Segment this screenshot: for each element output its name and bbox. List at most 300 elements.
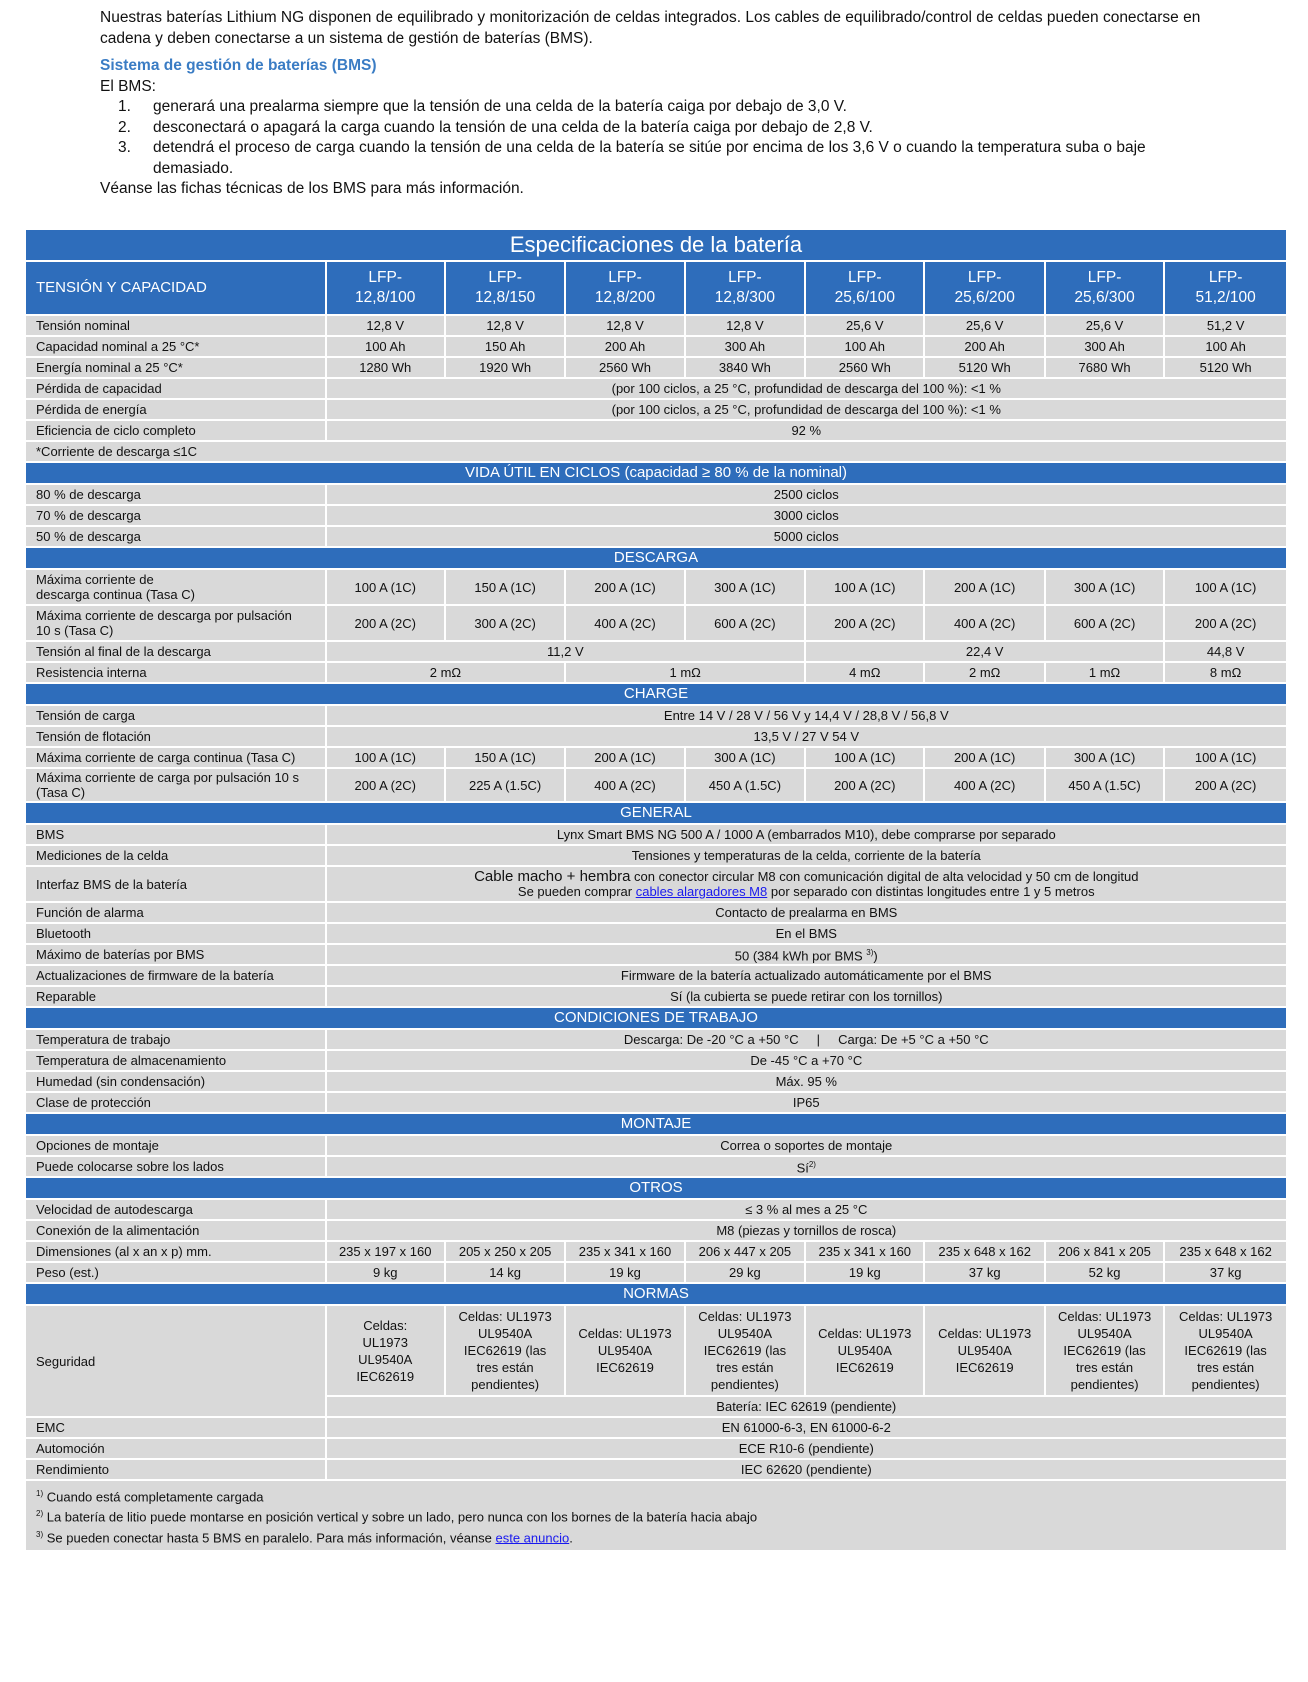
bms-lead: El BMS: (100, 77, 156, 95)
section-header-general: GENERAL (25, 802, 1287, 824)
cell-value: 400 A (2C) (924, 768, 1044, 802)
cell-value: (por 100 ciclos, a 25 °C, profundidad de descarga del 100 %): <1 % (326, 399, 1287, 420)
table-row (25, 526, 1287, 547)
row-label (25, 605, 326, 641)
cell-value: 2560 Wh (805, 357, 924, 378)
cell-value: 1280 Wh (326, 357, 445, 378)
table-row (25, 336, 1287, 357)
cell-value: 200 A (2C) (326, 768, 445, 802)
cell-value: 100 A (1C) (805, 747, 924, 768)
footnote-number: 1) (36, 1489, 44, 1498)
table-row (25, 1459, 1287, 1480)
standard-line: UL9540A (1198, 1326, 1253, 1341)
model-header (685, 261, 805, 315)
safety-standard-cell (326, 1305, 445, 1396)
table-row (25, 1199, 1287, 1220)
cell-value: Máx. 95 % (326, 1071, 1287, 1092)
footnote (36, 1485, 1276, 1505)
safety-standard-cell (1164, 1305, 1287, 1396)
cell-value: 1920 Wh (445, 357, 565, 378)
cell-value: 235 x 648 x 162 (924, 1241, 1044, 1262)
footnote-ref: 3) (866, 948, 874, 958)
table-title: Especificaciones de la batería (25, 229, 1287, 261)
spec-table (24, 228, 1288, 1552)
cell-value: 8 mΩ (1164, 662, 1287, 683)
cell-value: 100 A (1C) (1164, 569, 1287, 605)
model-header (924, 261, 1044, 315)
cell-value: Entre 14 V / 28 V / 56 V y 14,4 V / 28,8 V / 56,8 V (326, 705, 1287, 726)
cell-value: 4 mΩ (805, 662, 924, 683)
table-row (25, 641, 1287, 662)
cell-value: 225 A (1.5C) (445, 768, 565, 802)
safety-standard-cell (1045, 1305, 1164, 1396)
table-row (25, 965, 1287, 986)
label-line: descarga continua (Tasa C) (36, 587, 195, 602)
row-label: Temperatura de almacenamiento (25, 1050, 326, 1071)
model-header (326, 261, 445, 315)
row-label: 80 % de descarga (25, 484, 326, 505)
cell-value: 450 A (1.5C) (1045, 768, 1164, 802)
table-row (25, 1029, 1287, 1050)
discharge-footnote: *Corriente de descarga ≤1C (25, 441, 1287, 462)
row-label: Capacidad nominal a 25 °C* (25, 336, 326, 357)
cell-value: ECE R10-6 (pendiente) (326, 1438, 1287, 1459)
table-row (25, 1071, 1287, 1092)
standard-line: pendientes) (1191, 1377, 1260, 1392)
row-label (25, 768, 326, 802)
bms-heading: Sistema de gestión de baterías (BMS) (100, 57, 377, 74)
row-label: Temperatura de trabajo (25, 1029, 326, 1050)
cell-value: 200 A (1C) (924, 747, 1044, 768)
model-prefix: LFP- (967, 269, 1002, 286)
label-line: Máxima corriente de descarga por pulsación (36, 608, 292, 623)
standard-line: IEC62619 (las (703, 1343, 787, 1358)
cell-value: 200 A (2C) (805, 605, 924, 641)
bms-list-item (100, 138, 1230, 179)
row-label: Interfaz BMS de la batería (25, 866, 326, 902)
safety-standard-cell (565, 1305, 684, 1396)
cell-value: 2 mΩ (326, 662, 566, 683)
interface-line (335, 884, 1278, 899)
cell-value: 300 A (1C) (1045, 747, 1164, 768)
table-row (25, 662, 1287, 683)
row-label: Puede colocarse sobre los lados (25, 1156, 326, 1177)
model-prefix: LFP- (368, 269, 403, 286)
cell-value: Firmware de la batería actualizado automáticamente por el BMS (326, 965, 1287, 986)
section-row (25, 683, 1287, 705)
model-prefix: LFP- (1087, 269, 1122, 286)
announcement-link[interactable]: este anuncio (495, 1529, 570, 1545)
cell-value: 150 A (1C) (445, 747, 565, 768)
row-label: Energía nominal a 25 °C* (25, 357, 326, 378)
intro-section (100, 8, 1230, 200)
cell-value: 19 kg (805, 1262, 924, 1283)
cell-value: Contacto de prealarma en BMS (326, 902, 1287, 923)
model-header (445, 261, 565, 315)
table-row (25, 1135, 1287, 1156)
cell-value: IP65 (326, 1092, 1287, 1113)
row-label: Tensión al final de la descarga (25, 641, 326, 662)
cell-value: 100 A (1C) (1164, 747, 1287, 768)
footnote-ref: 2) (808, 1160, 816, 1170)
table-row (25, 923, 1287, 944)
cell-value: (por 100 ciclos, a 25 °C, profundidad de descarga del 100 %): <1 % (326, 378, 1287, 399)
row-label: Eficiencia de ciclo completo (25, 420, 326, 441)
model-prefix: LFP- (847, 269, 882, 286)
table-row (25, 505, 1287, 526)
row-label: Mediciones de la celda (25, 845, 326, 866)
section-header-tension: TENSIÓN Y CAPACIDAD (25, 261, 326, 315)
cell-value: 200 A (2C) (1164, 768, 1287, 802)
safety-standard-cell (924, 1305, 1044, 1396)
standard-line: IEC62619 (las (463, 1343, 547, 1358)
table-row (25, 747, 1287, 768)
cell-value: 600 A (2C) (1045, 605, 1164, 641)
standard-line: IEC62619 (835, 1360, 894, 1375)
cell-value: 400 A (2C) (924, 605, 1044, 641)
model-header (1045, 261, 1164, 315)
cell-value: 300 A (1C) (685, 569, 805, 605)
standard-line: IEC62619 (356, 1368, 415, 1384)
row-label: Seguridad (25, 1305, 326, 1417)
table-row (25, 399, 1287, 420)
cell-value: 22,4 V (805, 641, 1164, 662)
standard-line: tres están (476, 1360, 534, 1375)
table-row (25, 726, 1287, 747)
cell-value: 200 A (1C) (565, 747, 684, 768)
bms-list (100, 97, 1230, 179)
row-label: Máxima corriente de carga continua (Tasa C) (25, 747, 326, 768)
table-row (25, 1241, 1287, 1262)
row-label: 50 % de descarga (25, 526, 326, 547)
extension-cables-link[interactable]: cables alargadores M8 (635, 884, 768, 899)
section-header-other: OTROS (25, 1177, 1287, 1199)
cell-value: De -45 °C a +70 °C (326, 1050, 1287, 1071)
standard-line: UL9540A (957, 1343, 1012, 1358)
safety-standard-cell (805, 1305, 924, 1396)
cell-value: 25,6 V (805, 315, 924, 336)
cable-description: con conector circular M8 con comunicación digital de alta velocidad y 50 cm de longitud (630, 869, 1139, 884)
cell-value: 100 A (1C) (805, 569, 924, 605)
table-row (25, 357, 1287, 378)
cell-value: 92 % (326, 420, 1287, 441)
text: por separado con distintas longitudes entre 1 y 5 metros (767, 884, 1095, 899)
footnote-text: Cuando está completamente cargada (43, 1489, 264, 1505)
cell-value: 14 kg (445, 1262, 565, 1283)
cell-value: 7680 Wh (1045, 357, 1164, 378)
standard-line: IEC62619 (las (1184, 1343, 1267, 1358)
standard-line: Celdas: UL1973 (818, 1326, 912, 1341)
cell-value: 400 A (2C) (565, 605, 684, 641)
model-name: 25,6/300 (1074, 289, 1135, 306)
standard-line: pendientes) (471, 1377, 540, 1392)
cell-value: 200 Ah (565, 336, 684, 357)
cell-value: 11,2 V (326, 641, 806, 662)
section-header-mounting: MONTAJE (25, 1113, 1287, 1135)
label-line: (Tasa C) (36, 785, 86, 800)
table-row (25, 1262, 1287, 1283)
row-label (25, 569, 326, 605)
row-label: Función de alarma (25, 902, 326, 923)
table-row (25, 569, 1287, 605)
table-row (25, 1050, 1287, 1071)
standard-line: UL9540A (837, 1343, 892, 1358)
cell-value: 1 mΩ (565, 662, 805, 683)
cell-value: Correa o soportes de montaje (326, 1135, 1287, 1156)
row-label: Actualizaciones de firmware de la batería (25, 965, 326, 986)
standard-line: UL9540A (597, 1343, 653, 1358)
footnote (36, 1505, 1276, 1525)
cell-value: 600 A (2C) (685, 605, 805, 641)
cell-value: 235 x 341 x 160 (565, 1241, 684, 1262)
interface-line (335, 869, 1278, 884)
cell-value: 12,8 V (445, 315, 565, 336)
cell-value: M8 (piezas y tornillos de rosca) (326, 1220, 1287, 1241)
cell-value: En el BMS (326, 923, 1287, 944)
cell-value: 300 A (1C) (1045, 569, 1164, 605)
standard-line: tres están (1197, 1360, 1255, 1375)
cell-value: 5000 ciclos (326, 526, 1287, 547)
cell-value: 206 x 841 x 205 (1045, 1241, 1164, 1262)
cell-value: 100 Ah (1164, 336, 1287, 357)
table-row (25, 768, 1287, 802)
cell-value: 5120 Wh (1164, 357, 1287, 378)
section-row (25, 1283, 1287, 1305)
cell-value: 12,8 V (685, 315, 805, 336)
cell-value: 5120 Wh (924, 357, 1044, 378)
footnote (36, 1526, 1276, 1546)
cell-value: IEC 62620 (pendiente) (326, 1459, 1287, 1480)
section-row (25, 802, 1287, 824)
standard-line: Celdas: UL1973 (578, 1326, 672, 1341)
standard-line: Celdas: UL1973 (458, 1309, 552, 1324)
row-label: Reparable (25, 986, 326, 1007)
intro-closing: Véanse las fichas técnicas de los BMS para más información. (100, 180, 524, 197)
standard-line: UL9540A (478, 1326, 533, 1341)
table-row (25, 378, 1287, 399)
cell-value: 300 Ah (1045, 336, 1164, 357)
cell-value: 400 A (2C) (565, 768, 684, 802)
cell-value: 235 x 197 x 160 (326, 1241, 445, 1262)
table-row (25, 1156, 1287, 1177)
standard-line: Celdas: UL1973 (698, 1309, 792, 1324)
cell-value: 37 kg (1164, 1262, 1287, 1283)
model-prefix: LFP- (488, 269, 522, 286)
row-label: Bluetooth (25, 923, 326, 944)
row-label: Clase de protección (25, 1092, 326, 1113)
model-name: 12,8/300 (714, 289, 776, 306)
model-header (1164, 261, 1287, 315)
item-text: detendrá el proceso de carga cuando la tensión de una celda de la batería se sitúe por encima de los 3,6 V o cuando la temperatura suba o baje demasiado. (153, 139, 1146, 177)
cell-value: 9 kg (326, 1262, 445, 1283)
table-row (25, 1438, 1287, 1459)
table-row (25, 1305, 1287, 1396)
model-name: 12,8/150 (474, 289, 536, 306)
row-label: Velocidad de autodescarga (25, 1199, 326, 1220)
standard-line: IEC62619 (596, 1360, 654, 1375)
cell-value: Sí (la cubierta se puede retirar con los tornillos) (326, 986, 1287, 1007)
text: Sí (796, 1160, 809, 1176)
cell-value: 51,2 V (1164, 315, 1287, 336)
cell-value: 13,5 V / 27 V 54 V (326, 726, 1287, 747)
cell-value: 25,6 V (1045, 315, 1164, 336)
standard-line: tres están (1076, 1360, 1134, 1375)
label-line: 10 s (Tasa C) (36, 623, 114, 638)
cell-value: 2500 ciclos (326, 484, 1287, 505)
footnotes (25, 1480, 1287, 1551)
bms-interface-value (326, 866, 1287, 902)
row-label: Máximo de baterías por BMS (25, 944, 326, 965)
label-line: Máxima corriente de carga por pulsación 10 s (36, 770, 300, 785)
standard-line: IEC62619 (955, 1360, 1014, 1375)
notes-row (25, 1480, 1287, 1551)
footnote-row (25, 441, 1287, 462)
section-header-conditions: CONDICIONES DE TRABAJO (25, 1007, 1287, 1029)
model-name: 12,8/100 (355, 289, 416, 306)
cell-value: Descarga: De -20 °C a +50 °C | Carga: De +5 °C a +50 °C (326, 1029, 1287, 1050)
cell-value: 300 A (2C) (445, 605, 565, 641)
cell-value: 12,8 V (565, 315, 684, 336)
cell-value: 200 A (1C) (924, 569, 1044, 605)
row-label: Pérdida de energía (25, 399, 326, 420)
table-row (25, 902, 1287, 923)
item-text: generará una prealarma siempre que la tensión de una celda de la batería caiga por debajo de 3,0 V. (153, 98, 847, 115)
section-row (25, 1007, 1287, 1029)
bms-list-item (100, 118, 1230, 139)
cell-value: 29 kg (685, 1262, 805, 1283)
battery-standard: Batería: IEC 62619 (pendiente) (326, 1396, 1287, 1417)
model-name: 25,6/100 (834, 289, 895, 306)
cell-value: 150 A (1C) (445, 569, 565, 605)
table-row (25, 986, 1287, 1007)
cell-value (326, 1156, 1287, 1177)
item-text: desconectará o apagará la carga cuando la tensión de una celda de la batería caiga por debajo de 2,8 V. (153, 118, 873, 136)
text: ) (873, 948, 878, 964)
row-label: Conexión de la alimentación (25, 1220, 326, 1241)
row-label: Tensión nominal (25, 315, 326, 336)
cell-value: 300 A (1C) (685, 747, 805, 768)
cell-value: 300 Ah (685, 336, 805, 357)
model-prefix: LFP- (728, 269, 762, 286)
cell-value: Lynx Smart BMS NG 500 A / 1000 A (embarrados M10), debe comprarse por separado (326, 824, 1287, 845)
standard-line: tres están (716, 1360, 774, 1375)
cell-value: 2 mΩ (924, 662, 1044, 683)
item-number: 1. (118, 98, 131, 115)
model-name: 25,6/200 (954, 289, 1015, 306)
cell-value: 150 Ah (445, 336, 565, 357)
cell-value: ≤ 3 % al mes a 25 °C (326, 1199, 1287, 1220)
cell-value: 200 A (2C) (805, 768, 924, 802)
model-header (565, 261, 684, 315)
cell-value: Tensiones y temperaturas de la celda, corriente de la batería (326, 845, 1287, 866)
table-row (25, 420, 1287, 441)
table-row (25, 484, 1287, 505)
table-row (25, 866, 1287, 902)
intro-paragraph: Nuestras baterías Lithium NG disponen de equilibrado y monitorización de celdas integrados. Los cables de equilibrado/control de celdas pueden conectarse en cadena y deben conectarse a un sistema de gestión de baterías (BMS). (100, 9, 1201, 47)
table-row (25, 944, 1287, 965)
cell-value: 25,6 V (924, 315, 1044, 336)
row-label: Peso (est.) (25, 1262, 326, 1283)
cell-value: 206 x 447 x 205 (685, 1241, 805, 1262)
cell-value: 12,8 V (326, 315, 445, 336)
standard-line: UL1973 (362, 1334, 408, 1350)
bms-list-item (100, 97, 1230, 118)
cell-value: 205 x 250 x 205 (445, 1241, 565, 1262)
cell-value: 200 A (1C) (565, 569, 684, 605)
cell-value: 44,8 V (1164, 641, 1287, 662)
section-row (25, 1177, 1287, 1199)
section-header-standards: NORMAS (25, 1283, 1287, 1305)
standard-line: Celdas: UL1973 (1179, 1309, 1273, 1324)
row-label: Humedad (sin condensación) (25, 1071, 326, 1092)
model-header (805, 261, 924, 315)
footnote-text: . (569, 1529, 573, 1545)
row-label: Rendimiento (25, 1459, 326, 1480)
row-label: Pérdida de capacidad (25, 378, 326, 399)
cell-value: 19 kg (565, 1262, 684, 1283)
standard-line: pendientes) (1070, 1377, 1139, 1392)
row-label: Tensión de flotación (25, 726, 326, 747)
cell-value: 235 x 341 x 160 (805, 1241, 924, 1262)
table-row (25, 824, 1287, 845)
standard-line: Celdas: UL1973 (1057, 1309, 1152, 1324)
text: Se pueden comprar (517, 884, 636, 899)
cell-value: 37 kg (924, 1262, 1044, 1283)
cell-value: 3000 ciclos (326, 505, 1287, 526)
standard-line: UL9540A (717, 1326, 772, 1341)
model-prefix: LFP- (608, 269, 642, 286)
section-row (25, 462, 1287, 484)
row-label: BMS (25, 824, 326, 845)
cell-value (326, 944, 1287, 965)
row-label: Automoción (25, 1438, 326, 1459)
cell-value: 3840 Wh (685, 357, 805, 378)
cell-value: 1 mΩ (1045, 662, 1164, 683)
row-label: Opciones de montaje (25, 1135, 326, 1156)
table-row (25, 315, 1287, 336)
table-row (25, 1092, 1287, 1113)
section-row (25, 547, 1287, 569)
safety-standard-cell (685, 1305, 805, 1396)
cell-value: 100 A (1C) (326, 569, 445, 605)
footnote-number: 3) (36, 1529, 44, 1539)
standard-line: UL9540A (1077, 1326, 1132, 1341)
table-row (25, 845, 1287, 866)
row-label: Dimensiones (al x an x p) mm. (25, 1241, 326, 1262)
standard-line: UL9540A (358, 1351, 413, 1367)
section-header-cycle-life: VIDA ÚTIL EN CICLOS (capacidad ≥ 80 % de la nominal) (25, 462, 1287, 484)
standard-line: pendientes) (710, 1377, 779, 1392)
row-label: EMC (25, 1417, 326, 1438)
section-header-charge: CHARGE (25, 683, 1287, 705)
cell-value: 450 A (1.5C) (685, 768, 805, 802)
footnote-number: 2) (36, 1509, 44, 1519)
cell-value: 200 Ah (924, 336, 1044, 357)
cell-value: 235 x 648 x 162 (1164, 1241, 1287, 1262)
cell-value: 100 Ah (326, 336, 445, 357)
item-number: 3. (118, 139, 131, 156)
row-label: Resistencia interna (25, 662, 326, 683)
model-name: 12,8/200 (594, 289, 656, 306)
model-name: 51,2/100 (1195, 289, 1256, 306)
safety-standard-cell (445, 1305, 565, 1396)
footnote-text: La batería de litio puede montarse en posición vertical y sobre un lado, pero nunca con los bornes de la batería hacia abajo (43, 1509, 758, 1525)
table-row (25, 705, 1287, 726)
cell-value: 100 A (1C) (326, 747, 445, 768)
standard-line: IEC62619 (las (1063, 1343, 1146, 1358)
table-row (25, 1417, 1287, 1438)
row-label: Tensión de carga (25, 705, 326, 726)
